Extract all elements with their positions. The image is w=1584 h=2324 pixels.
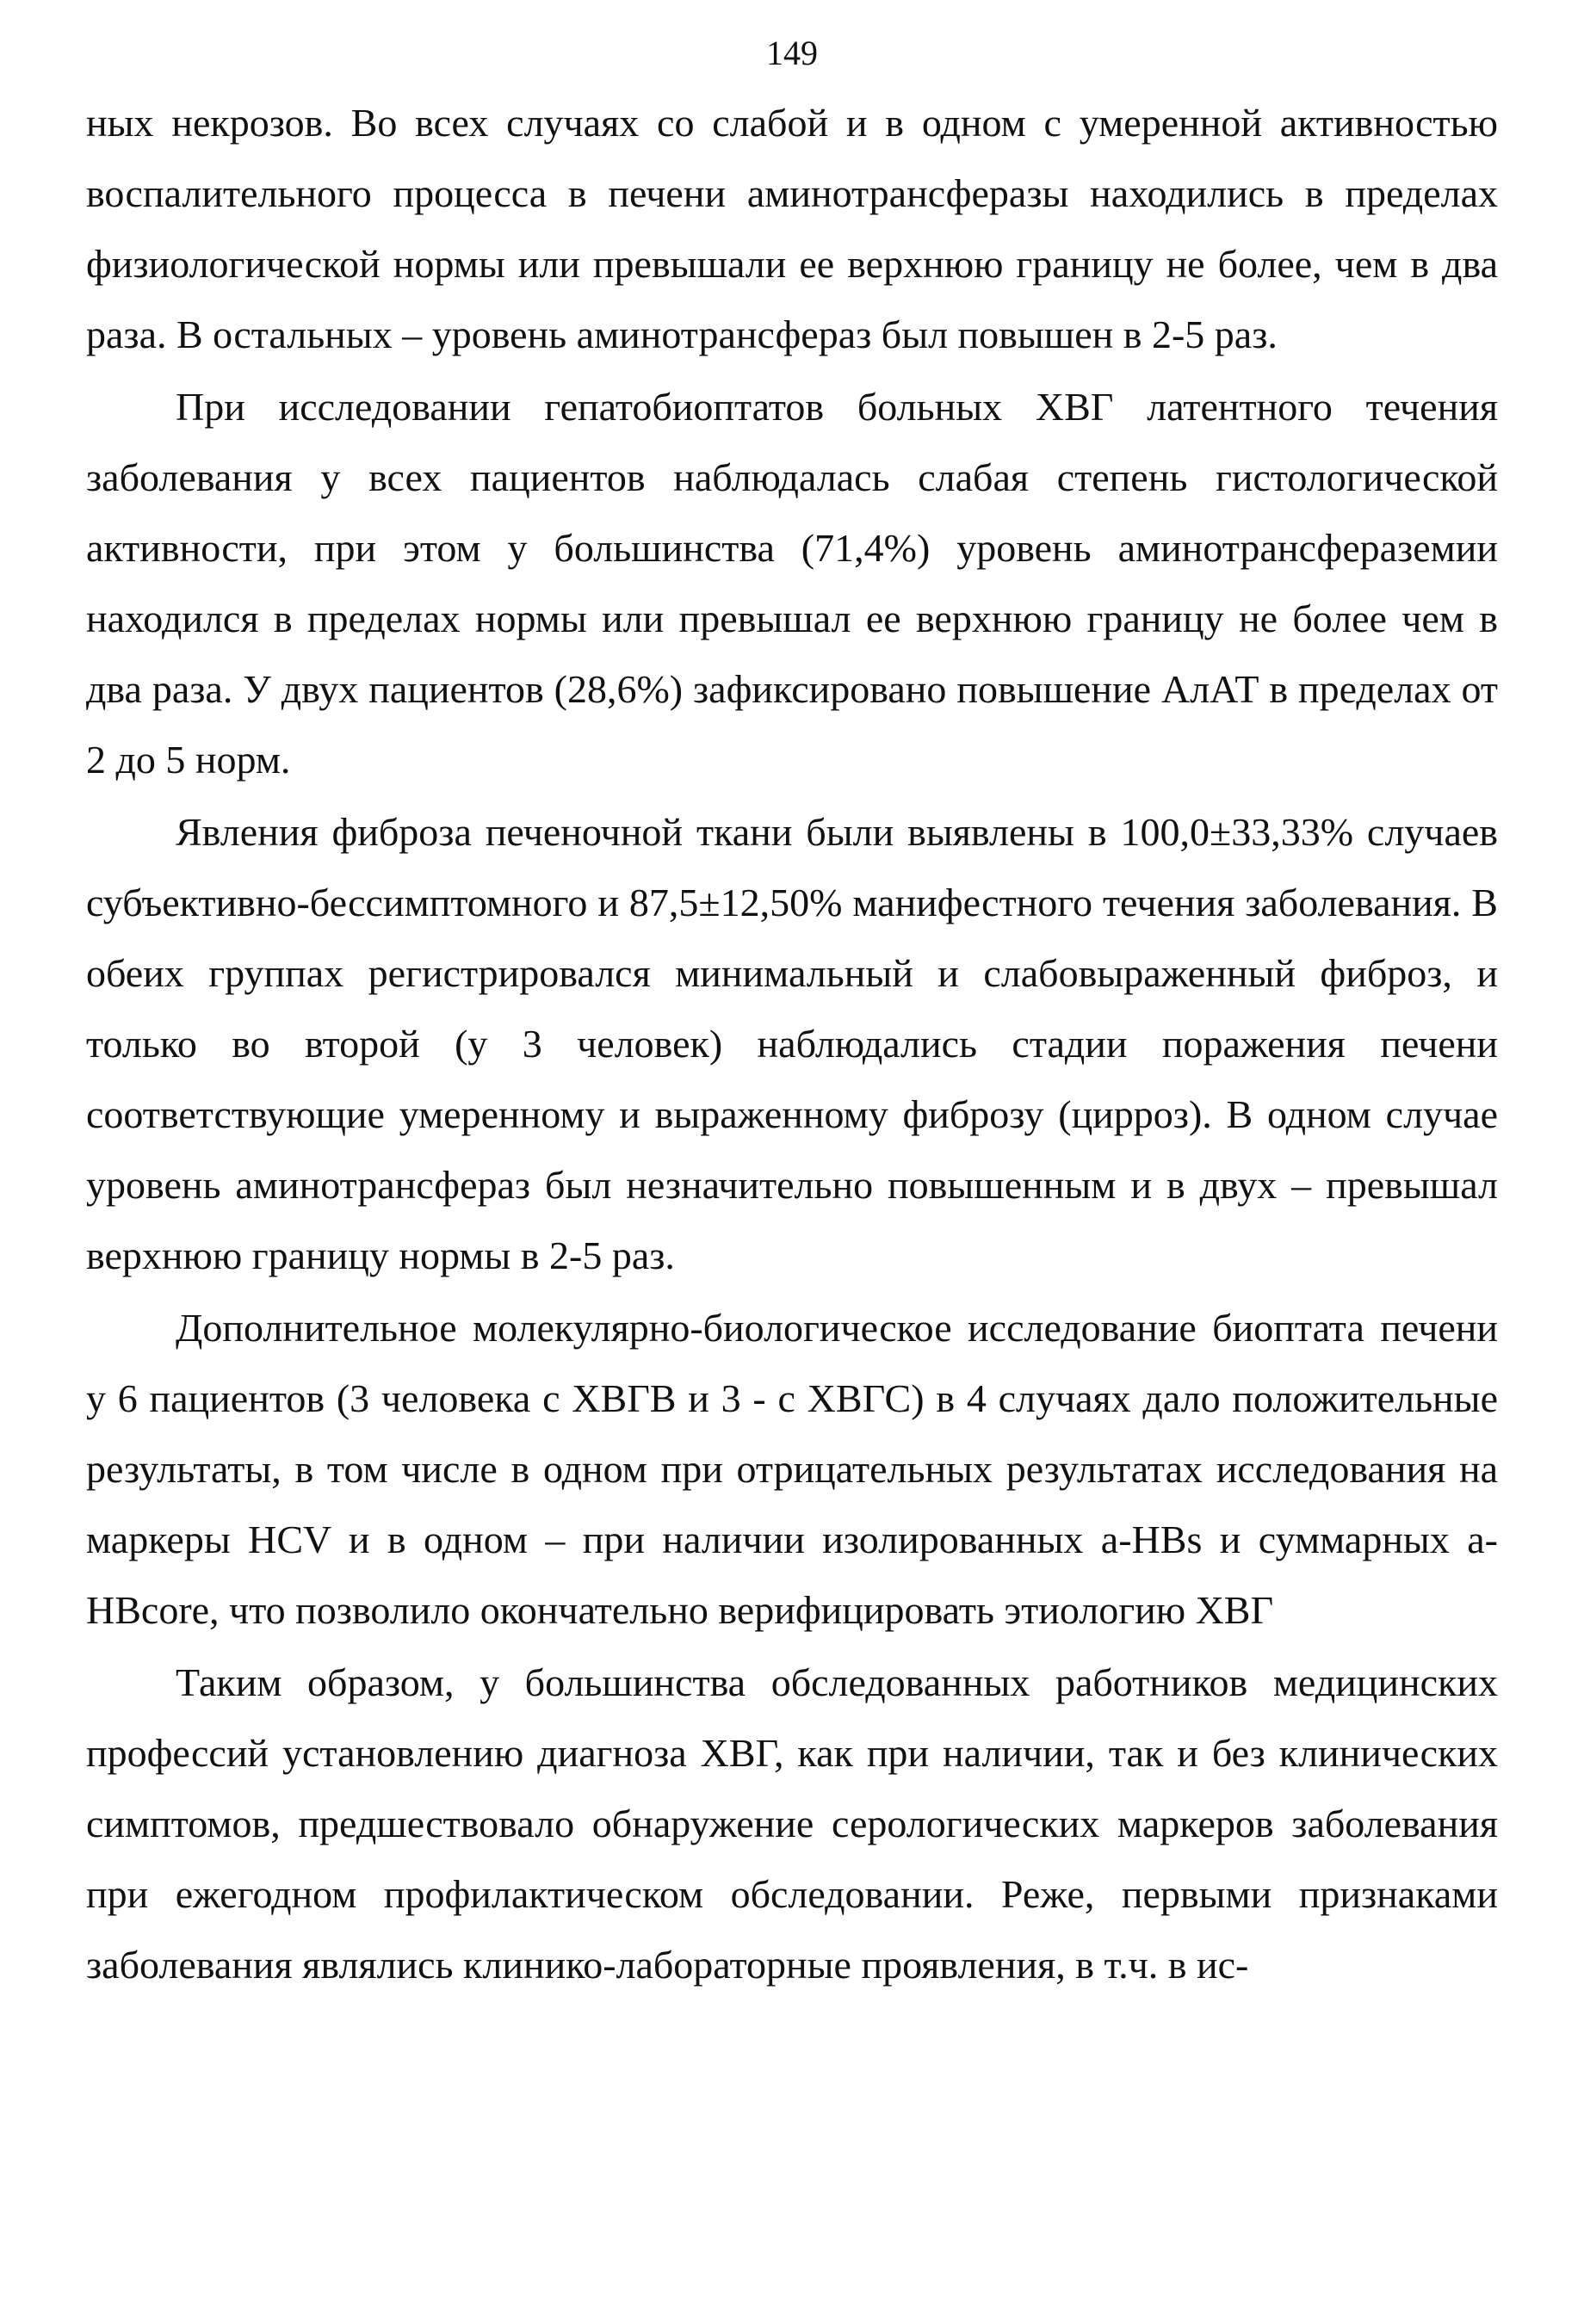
paragraph: Явления фиброза печеночной ткани были выявлены в 100,0±33,33% случаев субъективно-бессимптомного и 87,5±12,50% манифестного течения заболевания. В обеих группах регистрировался минимальный и слабовыраженный фиброз, и только во второй (у 3 человек) наблюдались стадии поражения печени соответствующие умеренному и выраженному фиброзу (цирроз). В одном случае уровень аминотрансфераз был незначительно повышенным и в двух – превышал верхнюю границу нормы в 2-5 раз. — [86, 810, 1498, 1277]
paragraph: При исследовании гепатобиоптатов больных ХВГ латентного течения заболевания у всех пациентов наблюдалась слабая степень гистологической активности, при этом у большинства (71,4%) уровень аминотрансфераземии находился в пределах нормы или превышал ее верхнюю границу не более чем в два раза. У двух пациентов (28,6%) зафиксировано повышение АлАТ в пределах от 2 до 5 норм. — [86, 385, 1498, 782]
paragraph: Таким образом, у большинства обследованных работников медицинских профессий установлению диагноза ХВГ, как при наличии, так и без клинических симптомов, предшествовало обнаружение серологических маркеров заболевания при ежегодном профилактическом обследовании. Реже, первыми признаками заболевания являлись клинико-лабораторные проявления, в т.ч. в ис- — [86, 1660, 1498, 1987]
page-number: 149 — [766, 34, 818, 72]
paragraph: Дополнительное молекулярно-биологическое исследование биоптата печени у 6 пациентов (3 человека с ХВГВ и 3 - с ХВГС) в 4 случаях дало положительные результаты, в том числе в одном при отрицательных результатах исследования на маркеры HCV и в одном – при наличии изолированных a-HBs и суммарных a-HBcore, что позволило окончательно верифицировать этиологию ХВГ — [86, 1306, 1498, 1632]
body-text — [86, 88, 1498, 2000]
paragraph: ных некрозов. Во всех случаях со слабой и в одном с умеренной активностью воспалительного процесса в печени аминотрансферазы находились в пределах физиологической нормы или превышали ее верхнюю границу не более, чем в два раза. В остальных – уровень аминотрансфераз был повышен в 2-5 раз. — [86, 101, 1498, 356]
